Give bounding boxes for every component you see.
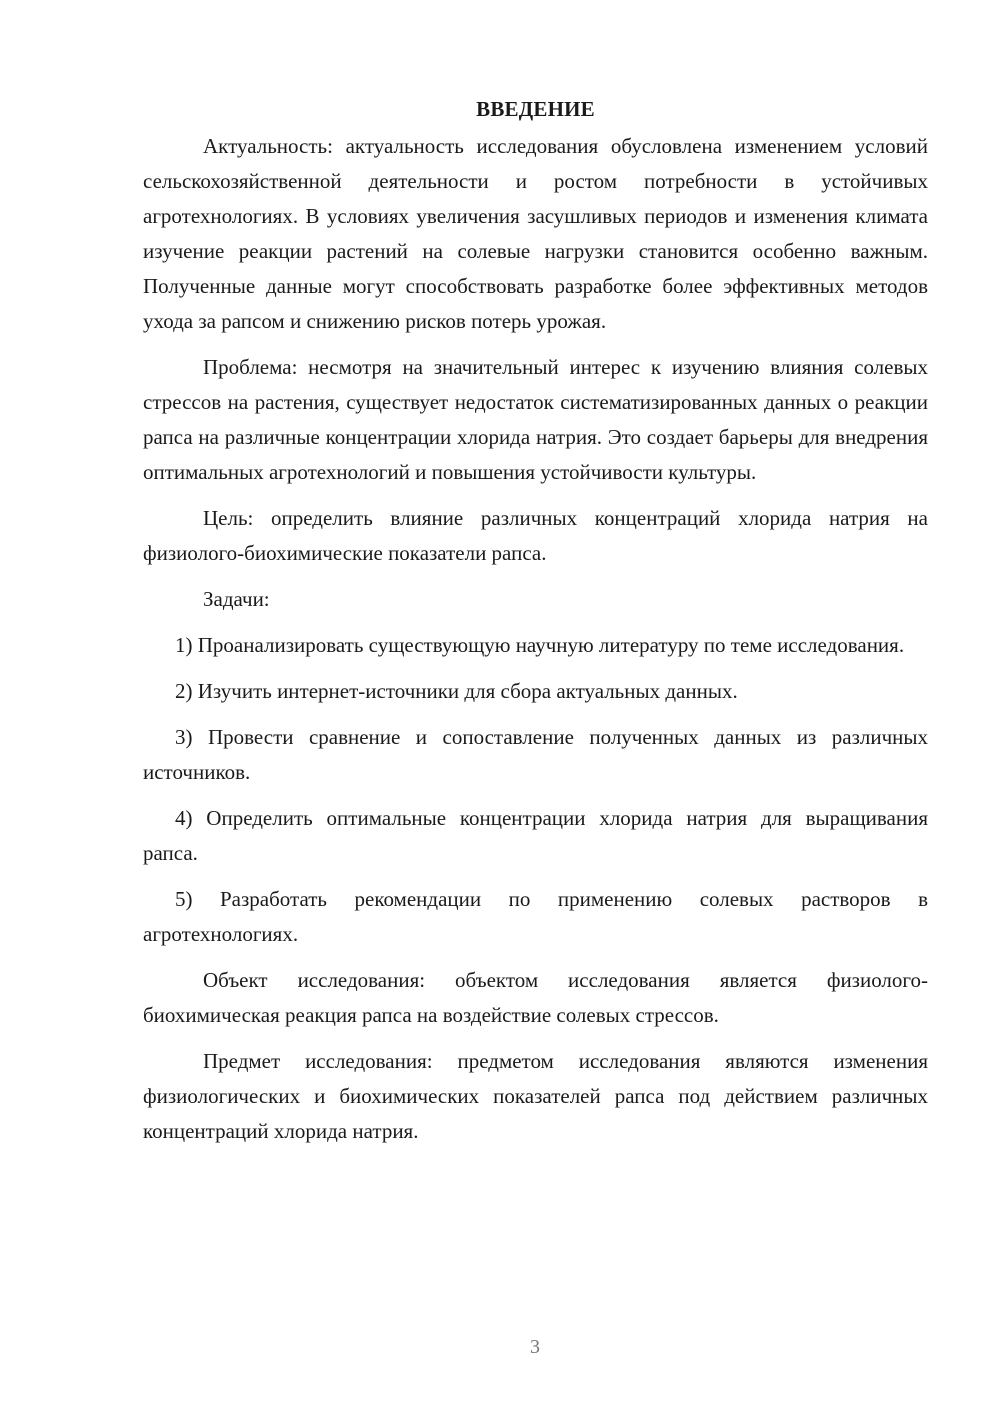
paragraph-subject: Предмет исследования: предметом исследования являются изменения физиологических и биохимических показателей рапса под действием различных концентраций хлорида натрия. [143, 1049, 928, 1143]
paragraph-relevance: Актуальность: актуальность исследования обусловлена изменением условий сельскохозяйственной деятельности и ростом потребности в устойчивых агротехнологиях. В условиях увеличения засушливых периодов и изменения климата изучение реакции растений на солевые нагрузки становится особенно важным. Полученные данные могут способствовать разработке более эффективных методов ухода за рапсом и снижению рисков потерь урожая. [143, 134, 928, 333]
section-heading: ВВЕДЕНИЕ [476, 97, 595, 121]
tasks-label: Задачи: [203, 587, 270, 611]
task-item-2: 2) Изучить интернет-источники для сбора актуальных данных. [175, 679, 738, 703]
task-item-1: 1) Проанализировать существующую научную литературу по теме исследования. [175, 633, 905, 657]
page-number: 3 [530, 1336, 540, 1358]
task-item-4: 4) Определить оптимальные концентрации хлорида натрия для выращивания рапса. [143, 806, 928, 865]
paragraph-object: Объект исследования: объектом исследования является физиолого-биохимическая реакция рапса на воздействие солевых стрессов. [143, 968, 928, 1027]
paragraph-goal: Цель: определить влияние различных концентраций хлорида натрия на физиолого-биохимические показатели рапса. [143, 506, 928, 565]
task-item-5: 5) Разработать рекомендации по применению солевых растворов в агротехнологиях. [143, 887, 928, 946]
page-content [143, 92, 928, 1160]
paragraph-problem: Проблема: несмотря на значительный интерес к изучению влияния солевых стрессов на растения, существует недостаток систематизированных данных о реакции рапса на различные концентрации хлорида натрия. Это создает барьеры для внедрения оптимальных агротехнологий и повышения устойчивости культуры. [143, 355, 928, 484]
task-item-3: 3) Провести сравнение и сопоставление полученных данных из различных источников. [143, 725, 928, 784]
